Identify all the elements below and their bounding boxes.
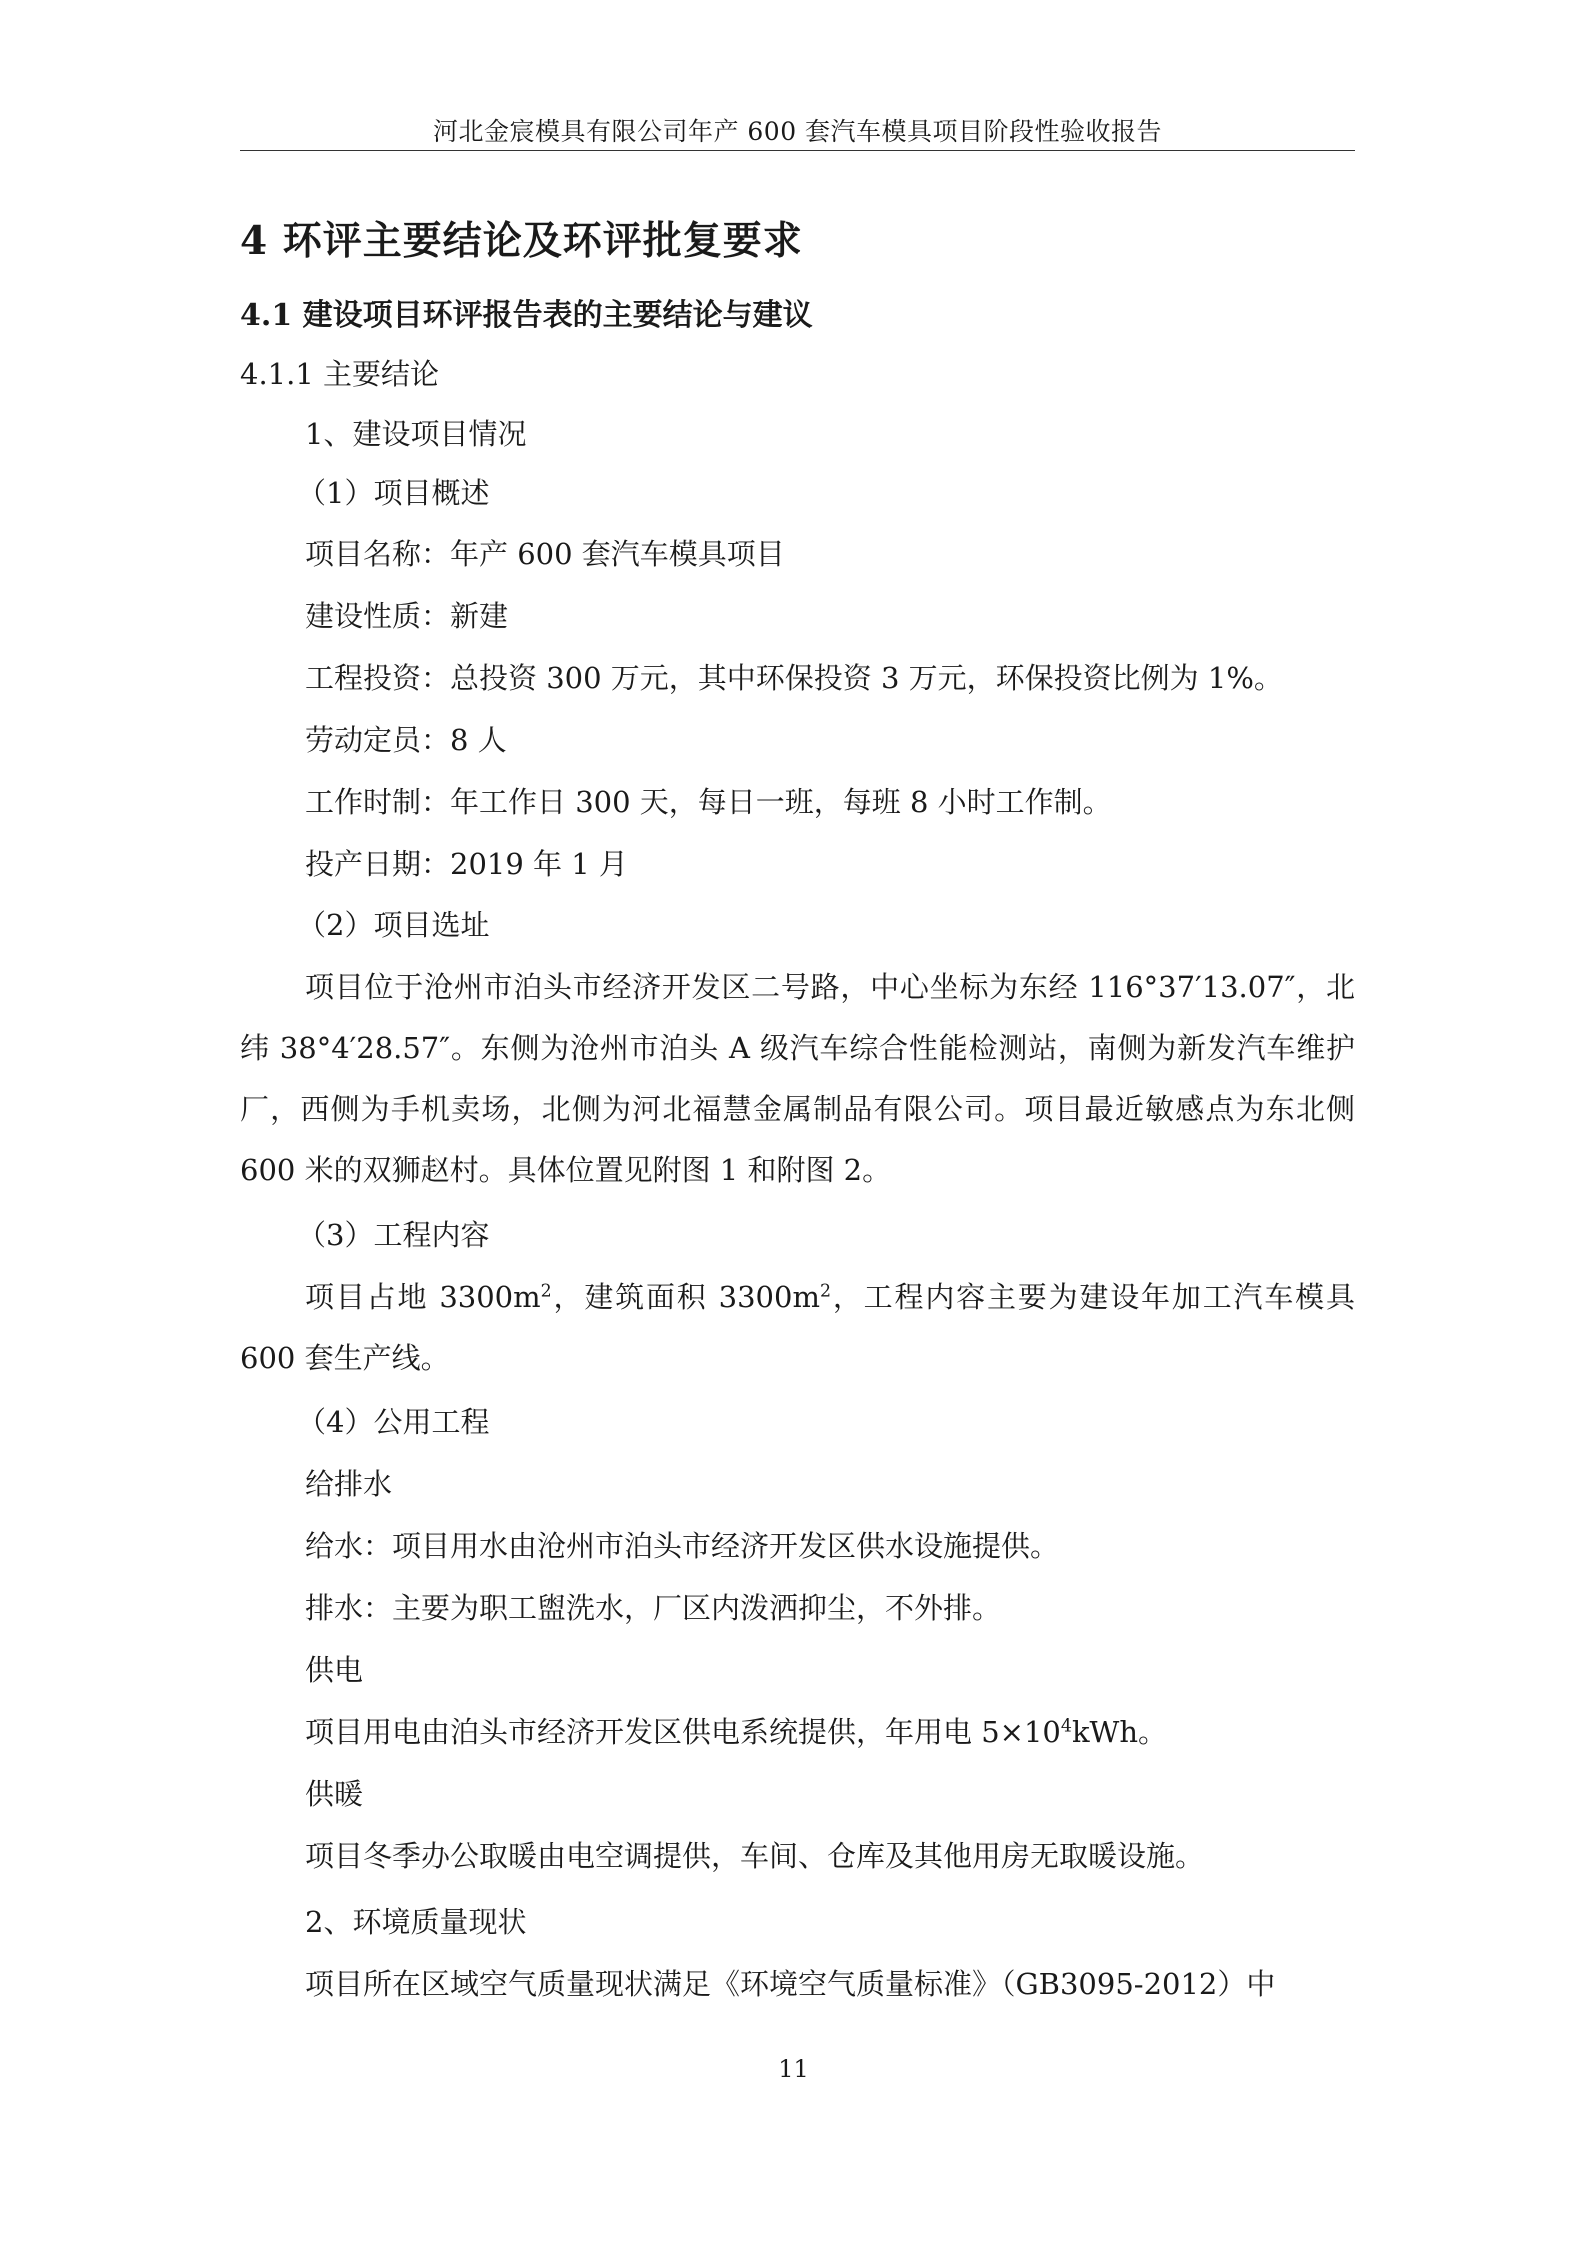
content-text-c: ，工程内容主要为建设年加工汽车模具 600 套生产线。 xyxy=(240,1280,1355,1375)
content-text-a: 项目占地 3300m xyxy=(305,1280,541,1314)
construction-nature: 建设性质：新建 xyxy=(305,599,509,633)
content-text-b: ，建筑面积 3300m xyxy=(551,1280,820,1314)
start-date: 投产日期：2019 年 1 月 xyxy=(305,847,628,881)
water-title: 给排水 xyxy=(305,1467,393,1501)
content-sup-a: 2 xyxy=(540,1281,552,1302)
sub-title-content: （3）工程内容 xyxy=(297,1218,490,1252)
page-number: 11 xyxy=(778,2055,809,2083)
sub-title-location: （2）项目选址 xyxy=(297,908,490,942)
work-schedule: 工作时制：年工作日 300 天，每日一班，每班 8 小时工作制。 xyxy=(305,785,1112,819)
location-text: 项目位于沧州市泊头市经济开发区二号路，中心坐标为东经 116°37′13.07″，北纬 38°4′28.57″。东侧为沧州市泊头 A 级汽车综合性能检测站，南侧为新发汽车维护厂，西侧为手机卖场，北侧为河北福慧金属制品有限公司。项目最近敏感点为东北侧 600 米的双狮赵村。具体位置见附图 1 和附图 2。 xyxy=(240,970,1355,1187)
power-text-a: 项目用电由泊头市经济开发区供电系统提供，年用电 5×10 xyxy=(305,1715,1061,1749)
subsection-heading: 4.1.1 主要结论 xyxy=(240,357,440,391)
item-title-project-info: 1、建设项目情况 xyxy=(305,417,527,451)
environment-text: 项目所在区域空气质量现状满足《环境空气质量标准》（GB3095-2012）中 xyxy=(305,1967,1276,2001)
chapter-heading: 4 环评主要结论及环评批复要求 xyxy=(240,218,803,264)
water-supply: 给水：项目用水由沧州市泊头市经济开发区供水设施提供。 xyxy=(305,1529,1060,1563)
power-title: 供电 xyxy=(305,1653,364,1687)
power-text xyxy=(305,1710,1167,1751)
drainage: 排水：主要为职工盥洗水，厂区内泼洒抑尘，不外排。 xyxy=(305,1591,1002,1625)
investment: 工程投资：总投资 300 万元，其中环保投资 3 万元，环保投资比例为 1%。 xyxy=(305,661,1283,695)
content-sup-b: 2 xyxy=(819,1281,832,1302)
location-paragraph xyxy=(240,957,1355,1201)
content-paragraph xyxy=(240,1267,1355,1389)
section-heading: 4.1 建设项目环评报告表的主要结论与建议 xyxy=(240,298,813,333)
item-title-environment: 2、环境质量现状 xyxy=(305,1905,527,1939)
power-sup: 4 xyxy=(1060,1716,1072,1737)
content-text xyxy=(240,1267,1355,1389)
heating-text: 项目冬季办公取暖由电空调提供，车间、仓库及其他用房无取暖设施。 xyxy=(305,1839,1205,1873)
heating-title: 供暖 xyxy=(305,1777,364,1811)
staff: 劳动定员：8 人 xyxy=(305,723,507,757)
page-header: 河北金宸模具有限公司年产 600 套汽车模具项目阶段性验收报告 xyxy=(432,117,1163,146)
sub-title-overview: （1）项目概述 xyxy=(297,476,490,510)
project-name: 项目名称：年产 600 套汽车模具项目 xyxy=(305,537,785,571)
power-text-b: kWh。 xyxy=(1071,1715,1168,1749)
sub-title-utilities: （4）公用工程 xyxy=(297,1405,490,1439)
header-divider xyxy=(240,150,1355,151)
